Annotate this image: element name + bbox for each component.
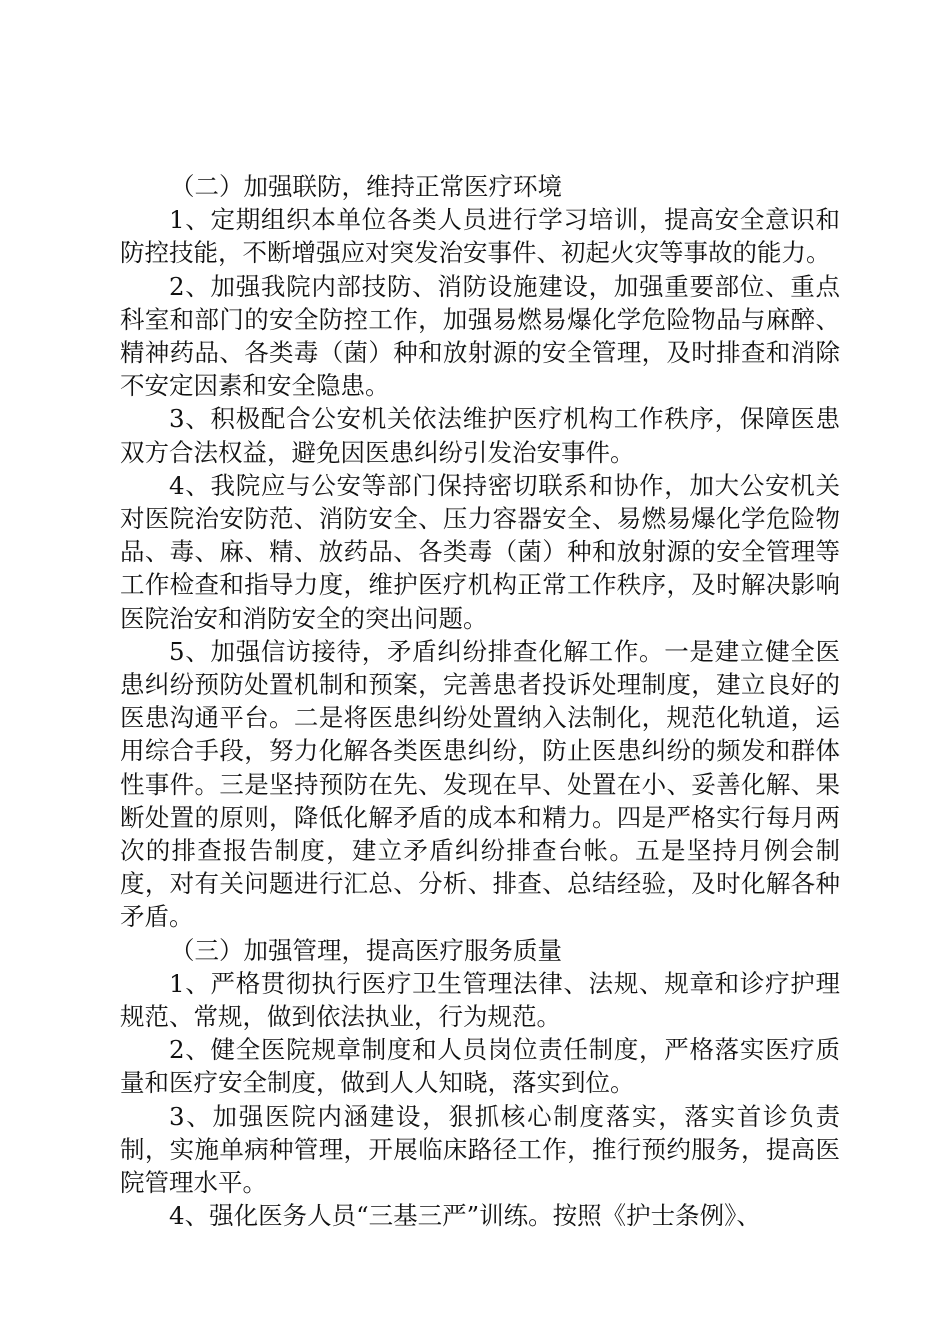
paragraph-3-4: 4、强化医务人员“三基三严”训练。按照《护士条例》、 [169,1201,761,1231]
paragraph-2-2: 2、加强我院内部技防、消防设施建设，加强重要部位、重点科室和部门的安全防控工作，加强易燃易爆化学危险物品与麻醉、精神药品、各类毒（菌）种和放射源的安全管理，及时排查和消除不安定因素和安全隐患。 [120,271,840,401]
paragraph-2-4: 4、我院应与公安等部门保持密切联系和协作，加大公安机关对医院治安防范、消防安全、压力容器安全、易燃易爆化学危险物品、毒、麻、精、放药品、各类毒（菌）种和放射源的安全管理等工作检查和指导力度，维护医疗机构正常工作秩序，及时解决影响医院治安和消防安全的突出问题。 [120,470,840,633]
section-heading-3: （三）加强管理，提高医疗服务质量 [170,935,562,965]
paragraph-2-3: 3、积极配合公安机关依法维护医疗机构工作秩序，保障医患双方合法权益，避免因医患纠纷引发治安事件。 [120,404,840,467]
paragraph-3-3: 3、加强医院内涵建设，狠抓核心制度落实，落实首诊负责制，实施单病种管理，开展临床路径工作，推行预约服务，提高医院管理水平。 [120,1101,840,1198]
paragraph-3-2: 2、健全医院规章制度和人员岗位责任制度，严格落实医疗质量和医疗安全制度，做到人人知晓，落实到位。 [120,1035,840,1098]
section-heading-2: （二）加强联防，维持正常医疗环境 [170,172,562,201]
paragraph-2-1: 1、定期组织本单位各类人员进行学习培训，提高安全意识和防控技能，不断增强应对突发治安事件、初起火灾等事故的能力。 [120,205,840,268]
paragraph-3-1: 1、严格贯彻执行医疗卫生管理法律、法规、规章和诊疗护理规范、常规，做到依法执业，行为规范。 [120,968,840,1032]
document-page [120,170,840,1233]
paragraph-2-5: 5、加强信访接待，矛盾纠纷排查化解工作。一是建立健全医患纠纷预防处置机制和预案，完善患者投诉处理制度，建立良好的医患沟通平台。二是将医患纠纷处置纳入法制化，规范化轨道，运用综合手段，努力化解各类医患纠纷，防止医患纠纷的频发和群体性事件。三是坚持预防在先、发现在早、处置在小、妥善化解、果断处置的原则，降低化解矛盾的成本和精力。四是严格实行每月两次的排查报告制度，建立矛盾纠纷排查台帐。五是坚持月例会制度，对有关问题进行汇总、分析、排查、总结经验，及时化解各种矛盾。 [120,636,840,932]
